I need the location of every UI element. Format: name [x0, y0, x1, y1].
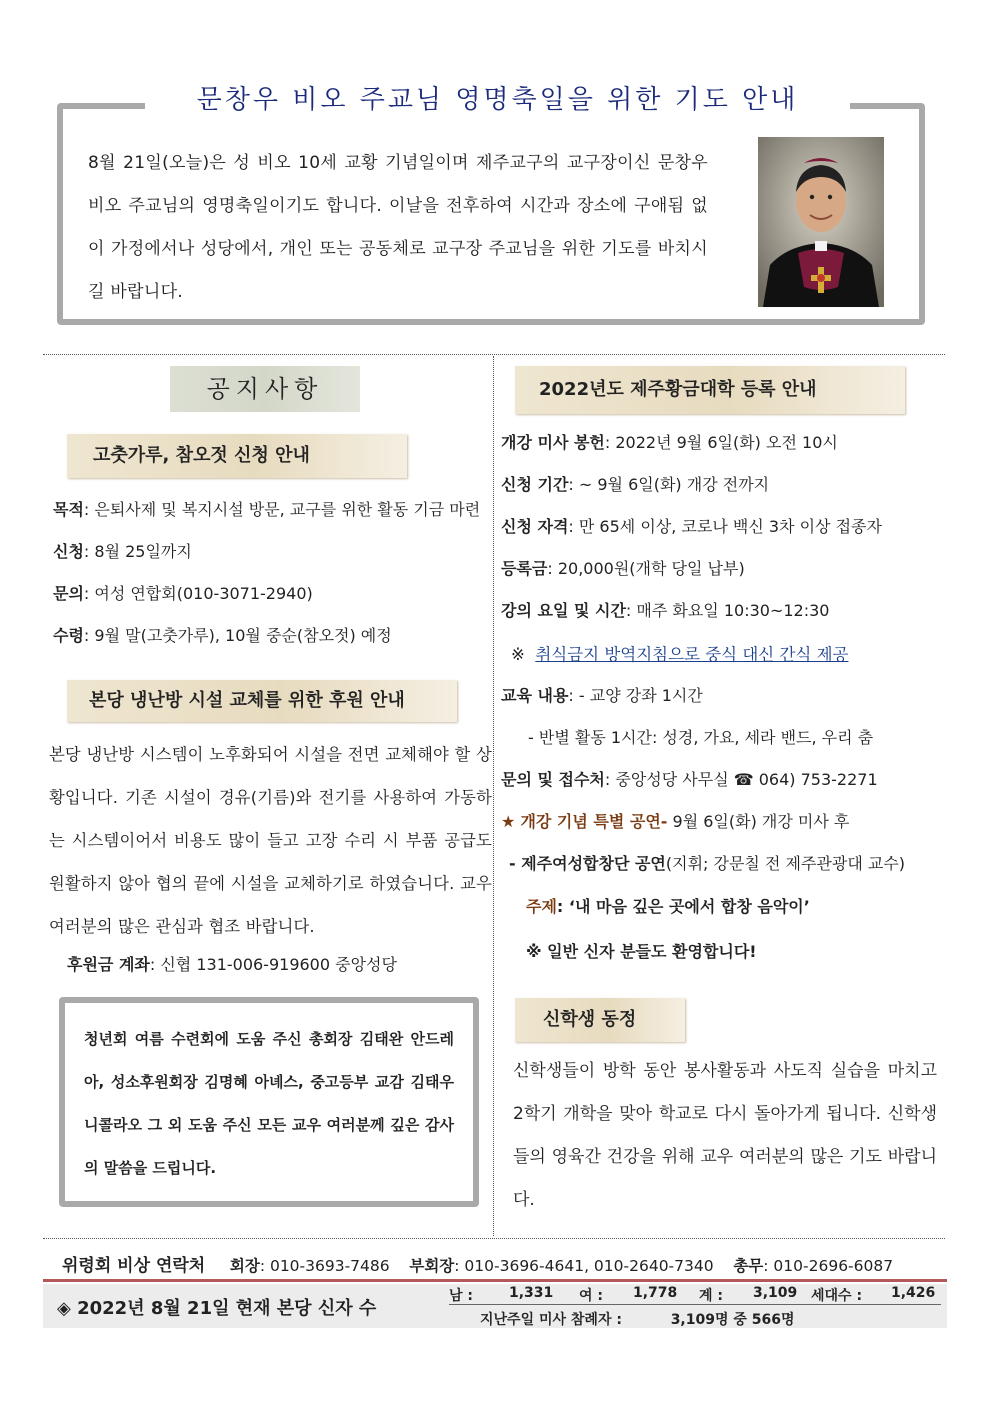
seminary-section-header: 신학생 동정	[515, 998, 685, 1042]
male-label: 남 :	[449, 1288, 473, 1304]
notice-title: 공지사항	[170, 366, 360, 412]
univ-note: ※ 취식금지 방역지침으로 중식 대신 간식 제공	[511, 645, 849, 664]
divider-horizontal-bottom	[43, 1238, 945, 1239]
total-label: 계 :	[699, 1288, 723, 1304]
univ-contact: 문의 및 접수처: 중앙성당 사무실 ☎ 064) 753-2271	[501, 770, 878, 789]
male-count: 1,331	[509, 1285, 554, 1301]
households-count: 1,426	[891, 1285, 936, 1301]
divider-horizontal-top	[43, 354, 945, 355]
pepper-apply: 신청: 8월 25일까지	[53, 542, 192, 561]
feast-prayer-title: 문창우 비오 주교님 영명축일을 위한 기도 안내	[145, 74, 850, 126]
pepper-purpose: 목적: 은퇴사제 및 복지시설 방문, 교구를 위한 활동 기금 마련	[53, 500, 481, 519]
stats-title: ◈ 2022년 8월 21일 현재 본당 신자 수	[57, 1298, 377, 1319]
red-divider	[43, 1279, 947, 1282]
univ-education: 교육 내용: - 교양 강좌 1시간	[501, 686, 703, 705]
households-label: 세대수 :	[811, 1288, 863, 1304]
divider-vertical	[493, 356, 494, 1236]
thanks-body: 청년회 여름 수련회에 도움 주신 총회장 김태완 안드레아, 성소후원회장 김명혜 아녜스, 중고등부 교감 김태우 니콜라오 그 외 도움 주신 모든 교우 여러분께 깊은 감사의 말씀을 드립니다.	[84, 1030, 454, 1177]
seminary-body: 신학생들이 방학 동안 봉사활동과 사도직 실습을 마치고 2학기 개학을 맞아 학교로 다시 돌아가게 됩니다. 신학생들의 영육간 건강을 위해 교우 여러분의 많은 기도 바랍니다.	[513, 1061, 937, 1210]
female-count: 1,778	[633, 1285, 678, 1301]
aircon-body: 본당 냉난방 시스템이 노후화되어 시설을 전면 교체해야 할 상황입니다. 기존 시설이 경유(기름)와 전기를 사용하여 가동하는 시스템이어서 비용도 많이 들고 고장 수리 시 부품 공급도 원활하지 않아 협의 끝에 시설을 교체하기로 하였습니다. 교우 여러분의 많은 관심과 협조 바랍니다.	[49, 745, 492, 936]
univ-apply-period: 신청 기간: ~ 9월 6일(화) 개강 전까지	[501, 475, 770, 494]
univ-theme: 주제: ‘내 마음 깊은 곳에서 합창 음악이’	[526, 897, 810, 916]
stats-row-divider	[449, 1304, 941, 1305]
univ-eligibility: 신청 자격: 만 65세 이상, 코로나 백신 3차 이상 접종자	[501, 517, 882, 536]
pepper-pickup: 수령: 9월 말(고춧가루), 10월 중순(참오젓) 예정	[53, 626, 392, 645]
aircon-section-header: 본당 냉난방 시설 교체를 위한 후원 안내	[67, 680, 457, 722]
stats-counts	[449, 1285, 941, 1304]
univ-education-detail: - 반별 활동 1시간: 성경, 가요, 세라 밴드, 우리 춤	[528, 728, 874, 747]
univ-fee: 등록금: 20,000원(개학 당일 납부)	[501, 559, 745, 578]
female-label: 여 :	[579, 1288, 603, 1304]
bishop-portrait-image	[758, 137, 884, 307]
pepper-section-header: 고춧가루, 참오젓 신청 안내	[67, 434, 407, 478]
donation-account: 후원금 계좌: 신협 131-006-919600 중앙성당	[67, 955, 397, 974]
feast-prayer-body: 8월 21일(오늘)은 성 비오 10세 교황 기념일이며 제주교구의 교구장이신 문창우 비오 주교님의 영명축일이기도 합니다. 이날을 전후하여 시간과 장소에 구애됨 없이 가정에서나 성당에서, 개인 또는 공동체로 교구장 주교님을 위한 기도를 바치시길 바랍니다.	[88, 153, 708, 302]
funeral-society-contact: 위령회 비상 연락처 회장: 010-3693-7486 부회장: 010-3696-4641, 010-2640-7340 총무: 010-2696-6087	[62, 1256, 894, 1276]
mass-attendance: 지난주일 미사 참례자 : 3,109명 중 566명	[480, 1312, 795, 1328]
univ-welcome: ※ 일반 신자 분들도 환영합니다!	[526, 942, 757, 961]
univ-opening-mass: 개강 미사 봉헌: 2022년 9월 6일(화) 오전 10시	[501, 433, 838, 452]
univ-choir: - 제주여성합창단 공연(지휘; 강문칠 전 제주관광대 교수)	[509, 854, 906, 873]
univ-schedule: 강의 요일 및 시간: 매주 화요일 10:30~12:30	[501, 601, 830, 620]
pepper-inquiry: 문의: 여성 연합회(010-3071-2940)	[53, 584, 313, 603]
univ-section-header: 2022년도 제주황금대학 등록 안내	[515, 366, 905, 414]
univ-special-performance: ★ 개강 기념 특별 공연- 9월 6일(화) 개강 미사 후	[501, 812, 850, 831]
total-count: 3,109	[753, 1285, 798, 1301]
